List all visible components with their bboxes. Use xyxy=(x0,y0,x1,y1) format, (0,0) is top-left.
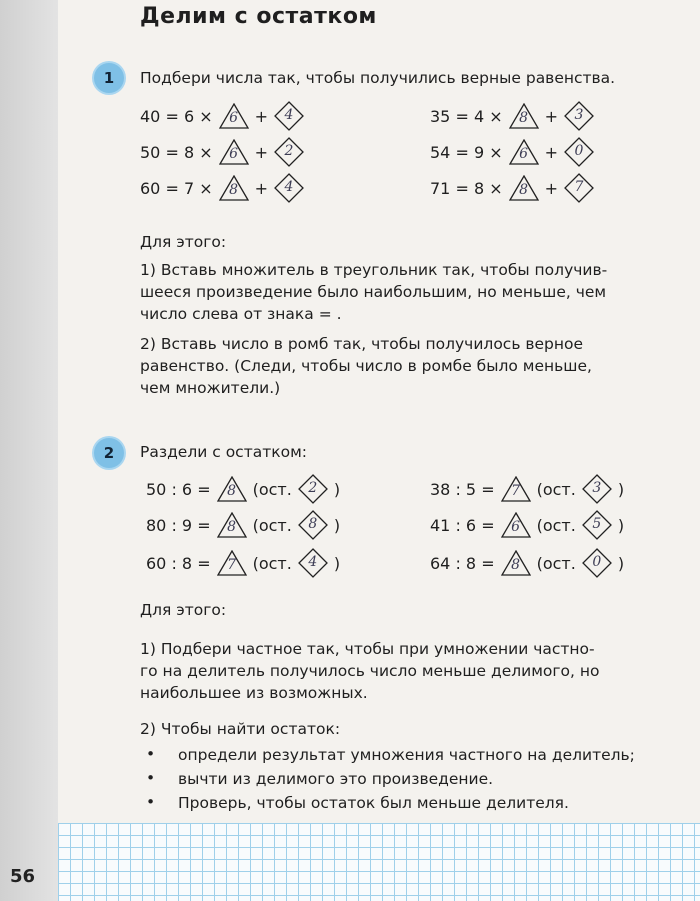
closing-paren: ) xyxy=(617,553,625,573)
remainder-label: (ост. xyxy=(536,515,576,535)
handwritten-answer: 0 xyxy=(574,143,584,159)
page-number: 56 xyxy=(10,866,36,887)
rhombus-answer-box[interactable] xyxy=(564,137,594,167)
task2-equation xyxy=(430,547,624,579)
triangle-answer-box[interactable] xyxy=(219,175,249,201)
task1-step1-line1: 1) Вставь множитель в треугольник так, чтобы получив- xyxy=(140,261,608,279)
task2-for-this: Для этого: xyxy=(140,601,227,619)
task2-bullet-2: вычти из делимого это произведение. xyxy=(178,770,494,788)
triangle-answer-box[interactable] xyxy=(217,512,247,538)
triangle-answer-box[interactable] xyxy=(501,550,531,576)
equation-lhs: 54 = 9 × xyxy=(430,142,503,162)
closing-paren: ) xyxy=(617,479,625,499)
plus-sign: + xyxy=(254,142,269,162)
task1-step2-line3: чем множители.) xyxy=(140,379,281,397)
bullet-dot: • xyxy=(146,769,156,787)
equation-lhs: 60 : 8 = xyxy=(146,553,211,573)
rhombus-answer-box[interactable] xyxy=(274,173,304,203)
closing-paren: ) xyxy=(333,479,341,499)
handwritten-answer: 2 xyxy=(308,480,318,496)
plus-sign: + xyxy=(544,142,559,162)
task1-number-badge: 1 xyxy=(94,63,124,93)
task2-number-badge: 2 xyxy=(94,438,124,468)
handwritten-answer: 5 xyxy=(592,516,602,532)
task2-bullet-1: определи результат умножения частного на делитель; xyxy=(178,746,635,764)
task2-equation xyxy=(430,509,624,541)
handwritten-answer: 6 xyxy=(229,146,239,162)
handwritten-answer: 8 xyxy=(308,516,318,532)
task2-equation xyxy=(146,547,340,579)
rhombus-answer-box[interactable] xyxy=(274,101,304,131)
handwritten-answer: 8 xyxy=(229,182,239,198)
triangle-answer-box[interactable] xyxy=(219,103,249,129)
handwritten-answer: 6 xyxy=(511,519,521,535)
task1-equation xyxy=(430,136,594,168)
equation-lhs: 80 : 9 = xyxy=(146,515,211,535)
task2-equation xyxy=(146,473,340,505)
task1-for-this: Для этого: xyxy=(140,233,227,251)
task1-equation xyxy=(430,100,594,132)
triangle-answer-box[interactable] xyxy=(217,550,247,576)
task2-step1-line1: 1) Подбери частное так, чтобы при умножении частно- xyxy=(140,640,595,658)
rhombus-answer-box[interactable] xyxy=(582,474,612,504)
remainder-label: (ост. xyxy=(252,553,292,573)
handwritten-answer: 7 xyxy=(511,483,521,499)
handwritten-answer: 8 xyxy=(511,557,521,573)
task2-step1-line3: наибольшее из возможных. xyxy=(140,684,368,702)
triangle-answer-box[interactable] xyxy=(509,103,539,129)
equation-lhs: 40 = 6 × xyxy=(140,106,213,126)
task2-equation xyxy=(146,509,340,541)
triangle-answer-box[interactable] xyxy=(501,512,531,538)
triangle-answer-box[interactable] xyxy=(509,175,539,201)
equation-lhs: 60 = 7 × xyxy=(140,178,213,198)
handwritten-answer: 2 xyxy=(284,143,294,159)
task2-bullet-3: Проверь, чтобы остаток был меньше делителя. xyxy=(178,794,569,812)
handwritten-answer: 4 xyxy=(284,107,294,123)
rhombus-answer-box[interactable] xyxy=(564,173,594,203)
rhombus-answer-box[interactable] xyxy=(582,548,612,578)
rhombus-answer-box[interactable] xyxy=(582,510,612,540)
task1-instruction: Подбери числа так, чтобы получились верные равенства. xyxy=(140,69,616,87)
rhombus-answer-box[interactable] xyxy=(274,137,304,167)
handwritten-answer: 3 xyxy=(592,480,602,496)
triangle-answer-box[interactable] xyxy=(217,476,247,502)
plus-sign: + xyxy=(254,106,269,126)
task1-step2-line2: равенство. (Следи, чтобы число в ромбе было меньше, xyxy=(140,357,592,375)
closing-paren: ) xyxy=(333,553,341,573)
triangle-answer-box[interactable] xyxy=(509,139,539,165)
handwritten-answer: 8 xyxy=(519,110,529,126)
rhombus-answer-box[interactable] xyxy=(298,510,328,540)
handwritten-answer: 4 xyxy=(308,554,318,570)
plus-sign: + xyxy=(544,178,559,198)
triangle-answer-box[interactable] xyxy=(219,139,249,165)
equation-lhs: 50 : 6 = xyxy=(146,479,211,499)
handwritten-answer: 6 xyxy=(519,146,529,162)
equation-lhs: 50 = 8 × xyxy=(140,142,213,162)
handwritten-answer: 8 xyxy=(227,483,237,499)
handwritten-answer: 3 xyxy=(574,107,584,123)
task1-equation xyxy=(140,100,304,132)
plus-sign: + xyxy=(544,106,559,126)
triangle-answer-box[interactable] xyxy=(501,476,531,502)
task1-equation xyxy=(140,172,304,204)
task1-step1-line2: шееся произведение было наибольшим, но меньше, чем xyxy=(140,283,607,301)
task1-step2-line1: 2) Вставь число в ромб так, чтобы получилось верное xyxy=(140,335,584,353)
remainder-label: (ост. xyxy=(252,479,292,499)
remainder-label: (ост. xyxy=(536,479,576,499)
handwritten-answer: 4 xyxy=(284,179,294,195)
closing-paren: ) xyxy=(617,515,625,535)
equation-lhs: 38 : 5 = xyxy=(430,479,495,499)
handwritten-answer: 6 xyxy=(229,110,239,126)
task1-equation xyxy=(430,172,594,204)
equation-lhs: 35 = 4 × xyxy=(430,106,503,126)
plus-sign: + xyxy=(254,178,269,198)
task2-step1-line2: го на делитель получилось число меньше делимого, но xyxy=(140,662,600,680)
handwritten-answer: 8 xyxy=(519,182,529,198)
equation-lhs: 41 : 6 = xyxy=(430,515,495,535)
handwritten-answer: 7 xyxy=(574,179,584,195)
task1-equation xyxy=(140,136,304,168)
closing-paren: ) xyxy=(333,515,341,535)
equation-lhs: 64 : 8 = xyxy=(430,553,495,573)
rhombus-answer-box[interactable] xyxy=(564,101,594,131)
handwritten-answer: 0 xyxy=(592,554,602,570)
task2-equation xyxy=(430,473,624,505)
bullet-dot: • xyxy=(146,745,156,763)
page-margin xyxy=(0,0,58,901)
handwritten-answer: 8 xyxy=(227,519,237,535)
rhombus-answer-box[interactable] xyxy=(298,474,328,504)
equation-lhs: 71 = 8 × xyxy=(430,178,503,198)
rhombus-answer-box[interactable] xyxy=(298,548,328,578)
task1-step1-line3: число слева от знака = . xyxy=(140,305,342,323)
bullet-dot: • xyxy=(146,793,156,811)
remainder-label: (ост. xyxy=(536,553,576,573)
task2-instruction: Раздели с остатком: xyxy=(140,443,308,461)
grid-paper xyxy=(58,823,700,901)
remainder-label: (ост. xyxy=(252,515,292,535)
handwritten-answer: 7 xyxy=(227,557,237,573)
page-title: Делим с остатком xyxy=(140,4,377,29)
task2-step2-title: 2) Чтобы найти остаток: xyxy=(140,720,341,738)
